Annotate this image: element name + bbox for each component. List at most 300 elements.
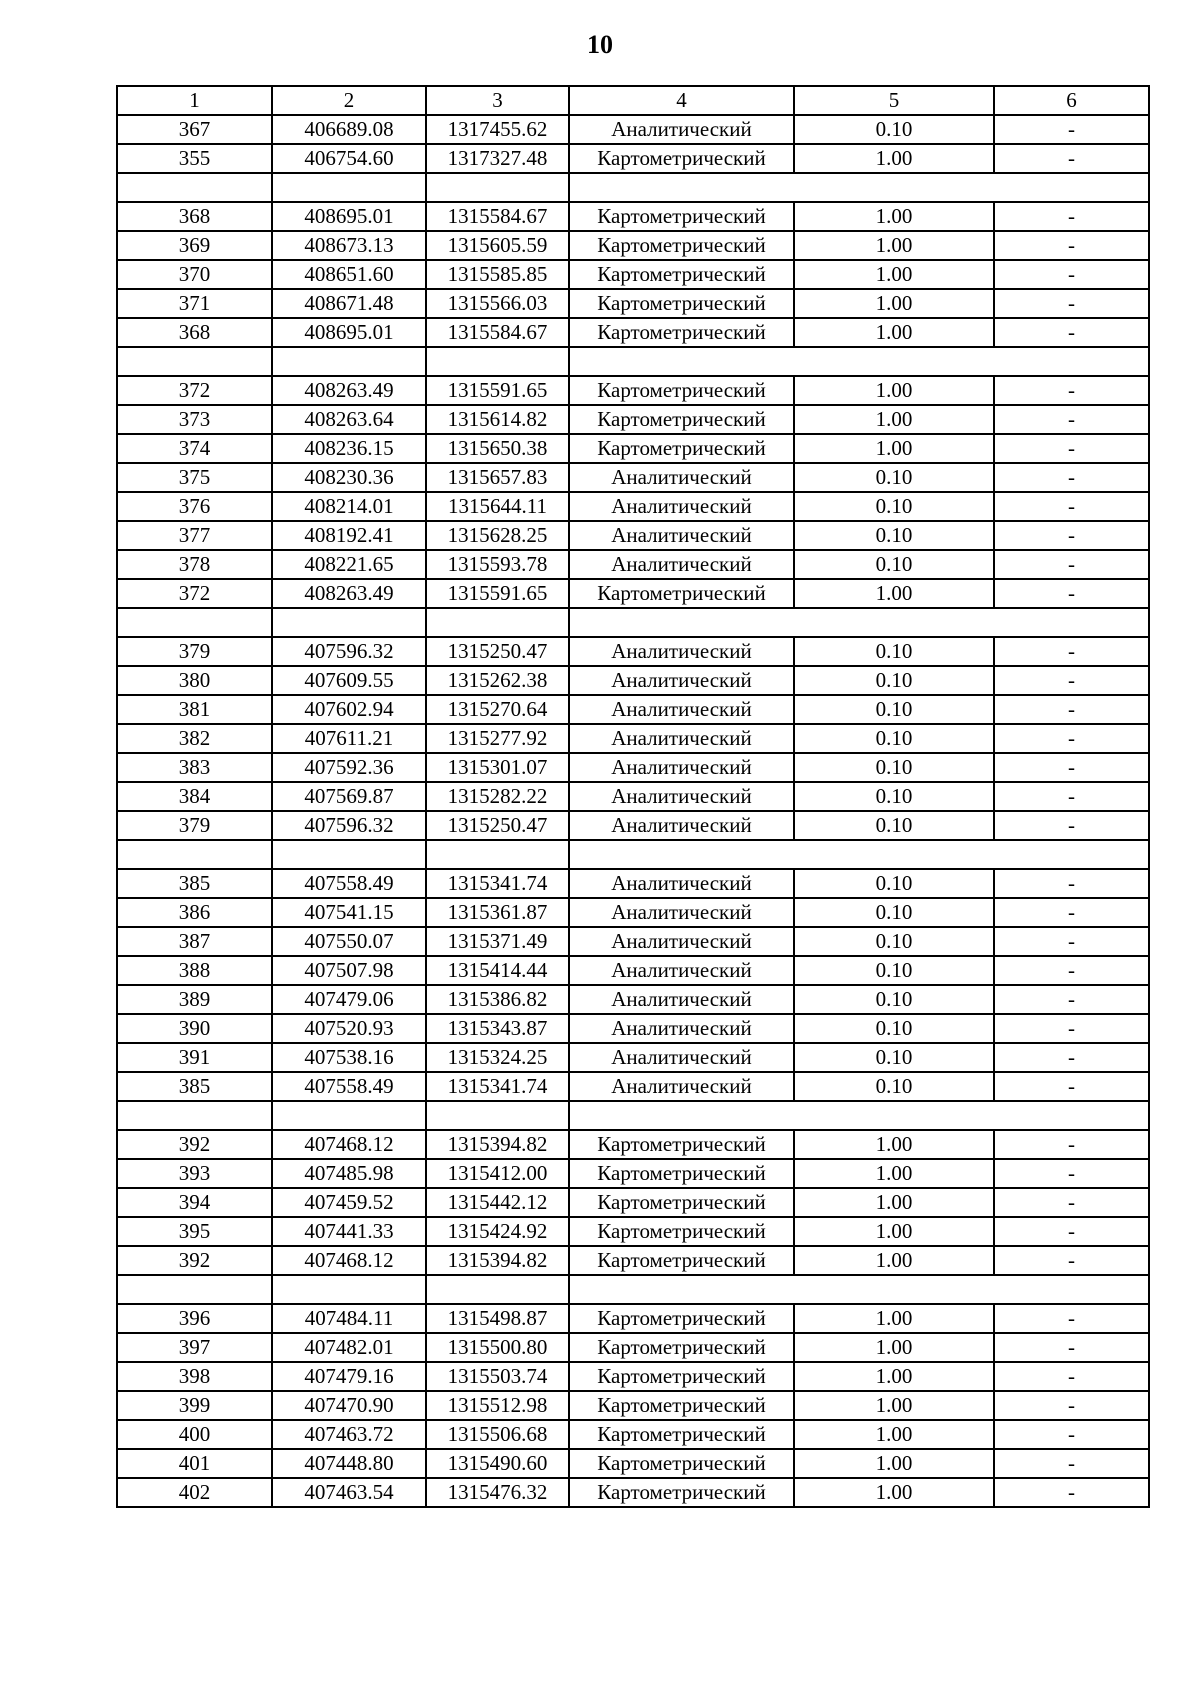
method-cell: Картометрический	[569, 202, 794, 231]
point-number-cell: 394	[117, 1188, 272, 1217]
x-coordinate-cell: 407596.32	[272, 637, 426, 666]
x-coordinate-cell: 407468.12	[272, 1130, 426, 1159]
x-coordinate-cell: 408695.01	[272, 202, 426, 231]
table-row	[117, 666, 1149, 695]
table-row	[117, 202, 1149, 231]
y-coordinate-cell: 1315270.64	[426, 695, 569, 724]
accuracy-cell: 0.10	[794, 956, 994, 985]
x-coordinate-cell: 407448.80	[272, 1449, 426, 1478]
note-cell: -	[994, 144, 1149, 173]
y-coordinate-cell: 1315282.22	[426, 782, 569, 811]
point-number-cell: 383	[117, 753, 272, 782]
note-cell: -	[994, 260, 1149, 289]
x-coordinate-cell: 407550.07	[272, 927, 426, 956]
accuracy-cell: 0.10	[794, 550, 994, 579]
note-cell: -	[994, 492, 1149, 521]
y-coordinate-cell: 1315301.07	[426, 753, 569, 782]
point-number-cell: 395	[117, 1217, 272, 1246]
accuracy-cell: 0.10	[794, 695, 994, 724]
empty-cell	[794, 1275, 994, 1304]
x-coordinate-cell: 407558.49	[272, 869, 426, 898]
point-number-cell: 355	[117, 144, 272, 173]
x-coordinate-cell: 408695.01	[272, 318, 426, 347]
method-cell: Аналитический	[569, 550, 794, 579]
empty-cell	[569, 840, 794, 869]
table-row	[117, 782, 1149, 811]
y-coordinate-cell: 1315490.60	[426, 1449, 569, 1478]
method-cell: Аналитический	[569, 521, 794, 550]
note-cell: -	[994, 1478, 1149, 1507]
note-cell: -	[994, 1333, 1149, 1362]
empty-cell	[569, 1275, 794, 1304]
table-row	[117, 985, 1149, 1014]
point-number-cell: 397	[117, 1333, 272, 1362]
point-number-cell: 392	[117, 1246, 272, 1275]
note-cell: -	[994, 956, 1149, 985]
accuracy-cell: 0.10	[794, 811, 994, 840]
method-cell: Аналитический	[569, 1043, 794, 1072]
method-cell: Картометрический	[569, 376, 794, 405]
x-coordinate-cell: 407479.06	[272, 985, 426, 1014]
accuracy-cell: 1.00	[794, 1217, 994, 1246]
method-cell: Аналитический	[569, 637, 794, 666]
y-coordinate-cell: 1315628.25	[426, 521, 569, 550]
x-coordinate-cell: 407463.54	[272, 1478, 426, 1507]
x-coordinate-cell: 408192.41	[272, 521, 426, 550]
table-row	[117, 405, 1149, 434]
x-coordinate-cell: 407569.87	[272, 782, 426, 811]
note-cell: -	[994, 898, 1149, 927]
point-number-cell: 379	[117, 811, 272, 840]
note-cell: -	[994, 1159, 1149, 1188]
method-cell: Картометрический	[569, 1159, 794, 1188]
y-coordinate-cell: 1315361.87	[426, 898, 569, 927]
y-coordinate-cell: 1315262.38	[426, 666, 569, 695]
y-coordinate-cell: 1315585.85	[426, 260, 569, 289]
y-coordinate-cell: 1315498.87	[426, 1304, 569, 1333]
group-separator-row	[117, 1101, 1149, 1130]
accuracy-cell: 1.00	[794, 579, 994, 608]
note-cell: -	[994, 637, 1149, 666]
method-cell: Аналитический	[569, 666, 794, 695]
y-coordinate-cell: 1315593.78	[426, 550, 569, 579]
y-coordinate-cell: 1317327.48	[426, 144, 569, 173]
x-coordinate-cell: 408263.49	[272, 376, 426, 405]
y-coordinate-cell: 1315394.82	[426, 1130, 569, 1159]
method-cell: Картометрический	[569, 1362, 794, 1391]
note-cell: -	[994, 869, 1149, 898]
table-row	[117, 434, 1149, 463]
y-coordinate-cell: 1315386.82	[426, 985, 569, 1014]
y-coordinate-cell: 1315605.59	[426, 231, 569, 260]
note-cell: -	[994, 405, 1149, 434]
method-cell: Аналитический	[569, 869, 794, 898]
table-row	[117, 1362, 1149, 1391]
table-header-row	[117, 86, 1149, 115]
y-coordinate-cell: 1315414.44	[426, 956, 569, 985]
table-row	[117, 1217, 1149, 1246]
point-number-cell: 384	[117, 782, 272, 811]
table-row	[117, 231, 1149, 260]
x-coordinate-cell: 408673.13	[272, 231, 426, 260]
point-number-cell: 390	[117, 1014, 272, 1043]
note-cell: -	[994, 927, 1149, 956]
x-coordinate-cell: 408671.48	[272, 289, 426, 318]
method-cell: Картометрический	[569, 1188, 794, 1217]
note-cell: -	[994, 376, 1149, 405]
empty-cell	[272, 840, 426, 869]
x-coordinate-cell: 407558.49	[272, 1072, 426, 1101]
y-coordinate-cell: 1315442.12	[426, 1188, 569, 1217]
note-cell: -	[994, 1304, 1149, 1333]
note-cell: -	[994, 811, 1149, 840]
point-number-cell: 391	[117, 1043, 272, 1072]
accuracy-cell: 1.00	[794, 1304, 994, 1333]
point-number-cell: 369	[117, 231, 272, 260]
table-row	[117, 1043, 1149, 1072]
method-cell: Аналитический	[569, 463, 794, 492]
x-coordinate-cell: 408263.49	[272, 579, 426, 608]
method-cell: Картометрический	[569, 1246, 794, 1275]
accuracy-cell: 1.00	[794, 318, 994, 347]
method-cell: Аналитический	[569, 956, 794, 985]
table-row	[117, 115, 1149, 144]
point-number-cell: 381	[117, 695, 272, 724]
empty-cell	[426, 1275, 569, 1304]
point-number-cell: 372	[117, 579, 272, 608]
accuracy-cell: 0.10	[794, 1072, 994, 1101]
column-header: 5	[794, 86, 994, 115]
x-coordinate-cell: 407479.16	[272, 1362, 426, 1391]
note-cell: -	[994, 1014, 1149, 1043]
y-coordinate-cell: 1315250.47	[426, 811, 569, 840]
accuracy-cell: 1.00	[794, 231, 994, 260]
table-row	[117, 869, 1149, 898]
accuracy-cell: 0.10	[794, 637, 994, 666]
empty-cell	[994, 1275, 1149, 1304]
x-coordinate-cell: 407611.21	[272, 724, 426, 753]
empty-cell	[272, 1101, 426, 1130]
empty-cell	[117, 347, 272, 376]
x-coordinate-cell: 407484.11	[272, 1304, 426, 1333]
table-row	[117, 144, 1149, 173]
accuracy-cell: 1.00	[794, 1449, 994, 1478]
column-header: 4	[569, 86, 794, 115]
note-cell: -	[994, 1246, 1149, 1275]
accuracy-cell: 1.00	[794, 1130, 994, 1159]
note-cell: -	[994, 753, 1149, 782]
accuracy-cell: 1.00	[794, 1478, 994, 1507]
y-coordinate-cell: 1315591.65	[426, 579, 569, 608]
point-number-cell: 400	[117, 1420, 272, 1449]
accuracy-cell: 1.00	[794, 1362, 994, 1391]
x-coordinate-cell: 407538.16	[272, 1043, 426, 1072]
accuracy-cell: 1.00	[794, 376, 994, 405]
method-cell: Картометрический	[569, 434, 794, 463]
table-row	[117, 521, 1149, 550]
method-cell: Картометрический	[569, 1449, 794, 1478]
table-row	[117, 695, 1149, 724]
point-number-cell: 399	[117, 1391, 272, 1420]
point-number-cell: 385	[117, 1072, 272, 1101]
method-cell: Аналитический	[569, 1072, 794, 1101]
point-number-cell: 382	[117, 724, 272, 753]
x-coordinate-cell: 408221.65	[272, 550, 426, 579]
table-row	[117, 753, 1149, 782]
y-coordinate-cell: 1315500.80	[426, 1333, 569, 1362]
x-coordinate-cell: 408236.15	[272, 434, 426, 463]
x-coordinate-cell: 408214.01	[272, 492, 426, 521]
accuracy-cell: 1.00	[794, 1246, 994, 1275]
empty-cell	[569, 173, 794, 202]
point-number-cell: 402	[117, 1478, 272, 1507]
note-cell: -	[994, 695, 1149, 724]
y-coordinate-cell: 1315512.98	[426, 1391, 569, 1420]
method-cell: Картометрический	[569, 144, 794, 173]
y-coordinate-cell: 1315250.47	[426, 637, 569, 666]
empty-cell	[272, 347, 426, 376]
note-cell: -	[994, 782, 1149, 811]
accuracy-cell: 0.10	[794, 1014, 994, 1043]
method-cell: Аналитический	[569, 492, 794, 521]
point-number-cell: 389	[117, 985, 272, 1014]
empty-cell	[117, 173, 272, 202]
empty-cell	[794, 1101, 994, 1130]
table-row	[117, 289, 1149, 318]
x-coordinate-cell: 407482.01	[272, 1333, 426, 1362]
y-coordinate-cell: 1315324.25	[426, 1043, 569, 1072]
empty-cell	[994, 840, 1149, 869]
empty-cell	[117, 1275, 272, 1304]
point-number-cell: 398	[117, 1362, 272, 1391]
empty-cell	[794, 347, 994, 376]
accuracy-cell: 1.00	[794, 405, 994, 434]
y-coordinate-cell: 1315476.32	[426, 1478, 569, 1507]
accuracy-cell: 0.10	[794, 782, 994, 811]
point-number-cell: 396	[117, 1304, 272, 1333]
accuracy-cell: 0.10	[794, 927, 994, 956]
table-row	[117, 318, 1149, 347]
accuracy-cell: 0.10	[794, 521, 994, 550]
accuracy-cell: 1.00	[794, 1159, 994, 1188]
empty-cell	[994, 608, 1149, 637]
point-number-cell: 373	[117, 405, 272, 434]
empty-cell	[117, 840, 272, 869]
note-cell: -	[994, 289, 1149, 318]
note-cell: -	[994, 1420, 1149, 1449]
accuracy-cell: 0.10	[794, 724, 994, 753]
group-separator-row	[117, 1275, 1149, 1304]
note-cell: -	[994, 521, 1149, 550]
table-row	[117, 898, 1149, 927]
column-header: 2	[272, 86, 426, 115]
table-row	[117, 1130, 1149, 1159]
method-cell: Картометрический	[569, 1391, 794, 1420]
table-row	[117, 1420, 1149, 1449]
y-coordinate-cell: 1315657.83	[426, 463, 569, 492]
method-cell: Картометрический	[569, 1333, 794, 1362]
x-coordinate-cell: 407541.15	[272, 898, 426, 927]
note-cell: -	[994, 463, 1149, 492]
point-number-cell: 378	[117, 550, 272, 579]
group-separator-row	[117, 173, 1149, 202]
note-cell: -	[994, 115, 1149, 144]
method-cell: Аналитический	[569, 695, 794, 724]
note-cell: -	[994, 318, 1149, 347]
point-number-cell: 374	[117, 434, 272, 463]
note-cell: -	[994, 1188, 1149, 1217]
x-coordinate-cell: 407485.98	[272, 1159, 426, 1188]
accuracy-cell: 0.10	[794, 492, 994, 521]
accuracy-cell: 1.00	[794, 434, 994, 463]
empty-cell	[272, 1275, 426, 1304]
accuracy-cell: 0.10	[794, 753, 994, 782]
empty-cell	[117, 1101, 272, 1130]
y-coordinate-cell: 1315591.65	[426, 376, 569, 405]
point-number-cell: 393	[117, 1159, 272, 1188]
point-number-cell: 377	[117, 521, 272, 550]
table-row	[117, 1333, 1149, 1362]
y-coordinate-cell: 1315277.92	[426, 724, 569, 753]
accuracy-cell: 1.00	[794, 202, 994, 231]
y-coordinate-cell: 1315394.82	[426, 1246, 569, 1275]
method-cell: Аналитический	[569, 782, 794, 811]
empty-cell	[426, 608, 569, 637]
method-cell: Картометрический	[569, 289, 794, 318]
method-cell: Картометрический	[569, 318, 794, 347]
empty-cell	[569, 1101, 794, 1130]
method-cell: Картометрический	[569, 260, 794, 289]
point-number-cell: 385	[117, 869, 272, 898]
column-header: 3	[426, 86, 569, 115]
note-cell: -	[994, 579, 1149, 608]
x-coordinate-cell: 407520.93	[272, 1014, 426, 1043]
empty-cell	[994, 1101, 1149, 1130]
table-row	[117, 463, 1149, 492]
accuracy-cell: 1.00	[794, 289, 994, 318]
note-cell: -	[994, 202, 1149, 231]
table-row	[117, 579, 1149, 608]
empty-cell	[794, 608, 994, 637]
x-coordinate-cell: 408263.64	[272, 405, 426, 434]
y-coordinate-cell: 1315341.74	[426, 869, 569, 898]
method-cell: Аналитический	[569, 753, 794, 782]
empty-cell	[794, 840, 994, 869]
accuracy-cell: 0.10	[794, 869, 994, 898]
table-row	[117, 1188, 1149, 1217]
note-cell: -	[994, 724, 1149, 753]
point-number-cell: 387	[117, 927, 272, 956]
group-separator-row	[117, 608, 1149, 637]
table-row	[117, 1072, 1149, 1101]
point-number-cell: 367	[117, 115, 272, 144]
x-coordinate-cell: 407596.32	[272, 811, 426, 840]
x-coordinate-cell: 407459.52	[272, 1188, 426, 1217]
empty-cell	[426, 1101, 569, 1130]
point-number-cell: 370	[117, 260, 272, 289]
accuracy-cell: 0.10	[794, 1043, 994, 1072]
table-row	[117, 1014, 1149, 1043]
note-cell: -	[994, 1391, 1149, 1420]
method-cell: Аналитический	[569, 1014, 794, 1043]
accuracy-cell: 0.10	[794, 898, 994, 927]
method-cell: Аналитический	[569, 724, 794, 753]
table-row	[117, 1391, 1149, 1420]
note-cell: -	[994, 550, 1149, 579]
x-coordinate-cell: 407441.33	[272, 1217, 426, 1246]
y-coordinate-cell: 1315506.68	[426, 1420, 569, 1449]
empty-cell	[272, 608, 426, 637]
table-row	[117, 260, 1149, 289]
table-row	[117, 927, 1149, 956]
note-cell: -	[994, 1043, 1149, 1072]
empty-cell	[426, 840, 569, 869]
note-cell: -	[994, 231, 1149, 260]
table-row	[117, 492, 1149, 521]
y-coordinate-cell: 1315644.11	[426, 492, 569, 521]
accuracy-cell: 1.00	[794, 1391, 994, 1420]
empty-cell	[117, 608, 272, 637]
column-header: 6	[994, 86, 1149, 115]
point-number-cell: 368	[117, 202, 272, 231]
x-coordinate-cell: 407470.90	[272, 1391, 426, 1420]
method-cell: Картометрический	[569, 405, 794, 434]
column-header: 1	[117, 86, 272, 115]
point-number-cell: 372	[117, 376, 272, 405]
point-number-cell: 376	[117, 492, 272, 521]
y-coordinate-cell: 1315584.67	[426, 202, 569, 231]
y-coordinate-cell: 1315566.03	[426, 289, 569, 318]
empty-cell	[994, 347, 1149, 376]
accuracy-cell: 1.00	[794, 1420, 994, 1449]
group-separator-row	[117, 347, 1149, 376]
point-number-cell: 375	[117, 463, 272, 492]
table-row	[117, 1246, 1149, 1275]
coordinates-table	[116, 85, 1150, 1508]
table-row	[117, 1449, 1149, 1478]
table-row	[117, 724, 1149, 753]
note-cell: -	[994, 1072, 1149, 1101]
point-number-cell: 388	[117, 956, 272, 985]
method-cell: Картометрический	[569, 1420, 794, 1449]
point-number-cell: 379	[117, 637, 272, 666]
accuracy-cell: 1.00	[794, 1333, 994, 1362]
method-cell: Картометрический	[569, 1304, 794, 1333]
point-number-cell: 380	[117, 666, 272, 695]
page-number: 10	[587, 30, 613, 59]
x-coordinate-cell: 407468.12	[272, 1246, 426, 1275]
x-coordinate-cell: 407463.72	[272, 1420, 426, 1449]
table-row	[117, 1159, 1149, 1188]
point-number-cell: 371	[117, 289, 272, 318]
accuracy-cell: 1.00	[794, 144, 994, 173]
x-coordinate-cell: 406754.60	[272, 144, 426, 173]
table-row	[117, 376, 1149, 405]
x-coordinate-cell: 407602.94	[272, 695, 426, 724]
method-cell: Аналитический	[569, 115, 794, 144]
y-coordinate-cell: 1315614.82	[426, 405, 569, 434]
method-cell: Аналитический	[569, 898, 794, 927]
table-row	[117, 1478, 1149, 1507]
accuracy-cell: 0.10	[794, 463, 994, 492]
y-coordinate-cell: 1315424.92	[426, 1217, 569, 1246]
method-cell: Аналитический	[569, 927, 794, 956]
empty-cell	[994, 173, 1149, 202]
accuracy-cell: 0.10	[794, 985, 994, 1014]
table-row	[117, 550, 1149, 579]
note-cell: -	[994, 1449, 1149, 1478]
empty-cell	[426, 347, 569, 376]
